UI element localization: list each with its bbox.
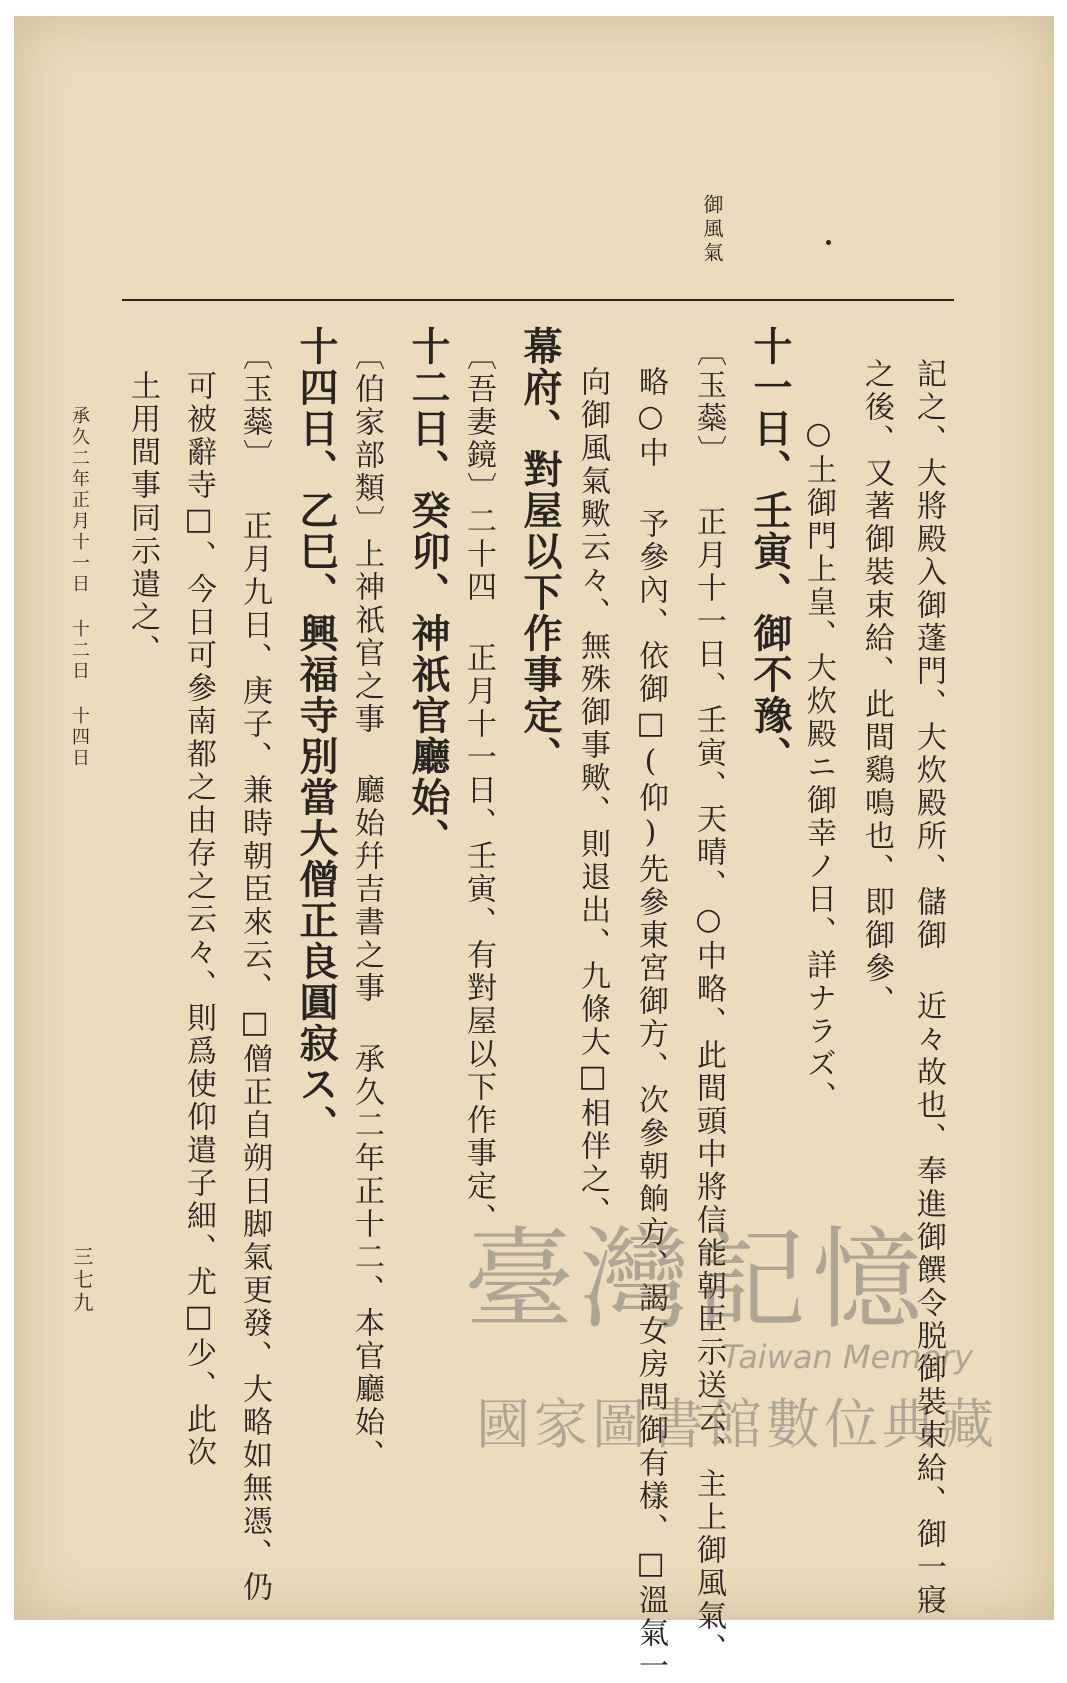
text-line: 〔玉蘂〕 正月十一日、壬寅、天晴、○中略、此間頭中將信能朝臣示送云、主上御風氣、: [691, 336, 726, 1666]
page-number: 三七九: [70, 1246, 94, 1315]
book-page: [14, 16, 1054, 1683]
text-line: 之後、又著御裝束給、此間鷄鳴也、即御參、: [859, 358, 894, 1018]
text-line: ○土御門上皇、大炊殿ニ御幸ノ日、詳ナラズ、: [801, 416, 836, 1114]
text-line: 向御風氣歟云々、無殊御事歟、則退出、九條大□相伴之、: [575, 366, 610, 1229]
entry-heading: 十四日、乙巳、興福寺別當大僧正良圓寂ス、: [293, 326, 339, 1146]
entry-heading: 十二日、癸卯、神祇官廳始、: [405, 326, 451, 859]
text-line: 〔伯家部類〕上神祇官之事 廳始幷吉書之事 承久二年正十二、本官廳始、: [349, 340, 384, 1472]
text-line: 〔吾妻鏡〕二十四 正月十一日、壬寅、有對屋以下作事定、: [461, 340, 496, 1236]
text-line: 可被辭寺□、今日可參南都之由存之云々、則爲使仰遣子細、尤□少、此次: [181, 370, 216, 1469]
margin-date-note: 承久二年正月十一日 十二日 十四日: [69, 406, 90, 769]
running-header: 御風氣: [700, 194, 724, 266]
text-line: 略○中 予參內、依御□(仰)先參東宮御方、次參朝餉方、謁女房問御有樣、□溫氣一: [633, 366, 668, 1683]
entry-heading: 十一日、壬寅、御不豫、: [747, 326, 793, 777]
entry-heading: 幕府、對屋以下作事定、: [517, 326, 563, 777]
watermark-title: 臺灣記憶: [464, 1216, 928, 1344]
header-dot: [826, 240, 831, 245]
watermark-subtitle: 國家圖書館數位典藏: [476, 1393, 998, 1456]
header-rule: [122, 299, 954, 301]
watermark-english: Taiwan Memory: [722, 1338, 974, 1376]
text-line: 記之、大將殿入御蓬門、大炊殿所、儲御 近々故也、奉進御饌令脱御裝束給、御一寢: [911, 358, 946, 1617]
text-line: 土用間事同示遣之、: [125, 370, 160, 667]
text-line: 〔玉蘂〕 正月九日、庚子、兼時朝臣來云、□僧正自朔日脚氣更發、大略如無憑、仍: [237, 340, 272, 1604]
